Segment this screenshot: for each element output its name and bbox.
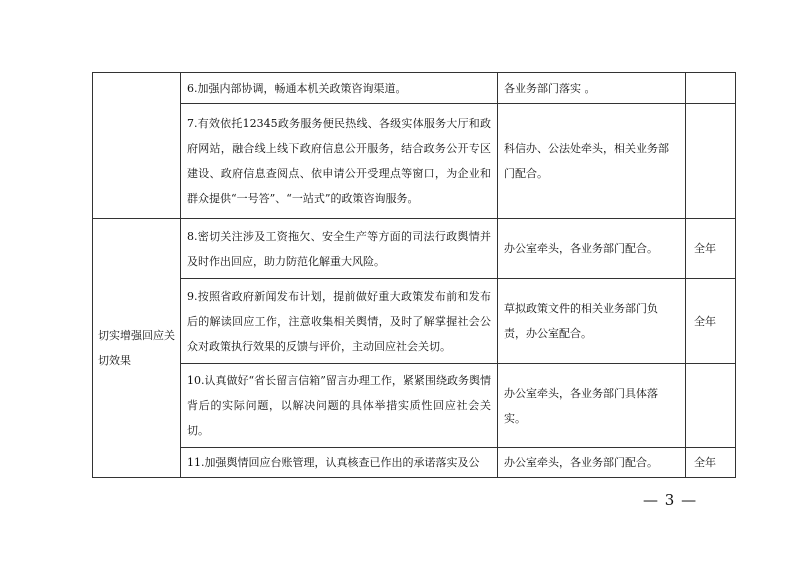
table-row	[93, 73, 736, 104]
table-row	[93, 279, 736, 364]
task-content-cell: 10.认真做好“省长留言信箱”留言办理工作，紧紧围绕政务舆情背后的实际问题，以解决问题的具体举措实质性回应社会关切。	[181, 364, 498, 448]
table-row	[93, 219, 736, 279]
responsible-cell: 办公室牵头，各业务部门配合。	[498, 219, 686, 279]
table-row	[93, 448, 736, 478]
responsible-cell: 办公室牵头，各业务部门具体落实。	[498, 364, 686, 448]
task-table	[92, 72, 736, 478]
table-row	[93, 104, 736, 219]
timing-cell	[686, 104, 736, 219]
timing-cell	[686, 73, 736, 104]
page-number: — 3 —	[643, 491, 698, 509]
task-content-cell: 11.加强舆情回应台账管理，认真核查已作出的承诺落实及公	[181, 448, 498, 478]
task-content-cell: 8.密切关注涉及工资拖欠、安全生产等方面的司法行政舆情并及时作出回应，助力防范化解重大风险。	[181, 219, 498, 279]
responsible-cell: 办公室牵头，各业务部门配合。	[498, 448, 686, 478]
timing-cell	[686, 364, 736, 448]
responsible-cell: 科信办、公法处牵头，相关业务部门配合。	[498, 104, 686, 219]
table-row	[93, 364, 736, 448]
timing-cell: 全年	[686, 279, 736, 364]
responsible-cell: 草拟政策文件的相关业务部门负责，办公室配合。	[498, 279, 686, 364]
task-content-cell: 6.加强内部协调，畅通本机关政策咨询渠道。	[181, 73, 498, 104]
category-cell	[93, 73, 181, 219]
task-content-cell: 7.有效依托12345政务服务便民热线、各级实体服务大厅和政府网站，融合线上线下政府信息公开服务，结合政务公开专区建设、政府信息查阅点、依申请公开受理点等窗口，为企业和群众提供“一号答”、“一站式”的政策咨询服务。	[181, 104, 498, 219]
timing-cell: 全年	[686, 448, 736, 478]
responsible-cell: 各业务部门落实 。	[498, 73, 686, 104]
category-cell: 切实增强回应关切效果	[93, 219, 181, 478]
task-content-cell: 9.按照省政府新闻发布计划，提前做好重大政策发布前和发布后的解读回应工作，注意收集相关舆情，及时了解掌握社会公众对政策执行效果的反馈与评价，主动回应社会关切。	[181, 279, 498, 364]
timing-cell: 全年	[686, 219, 736, 279]
